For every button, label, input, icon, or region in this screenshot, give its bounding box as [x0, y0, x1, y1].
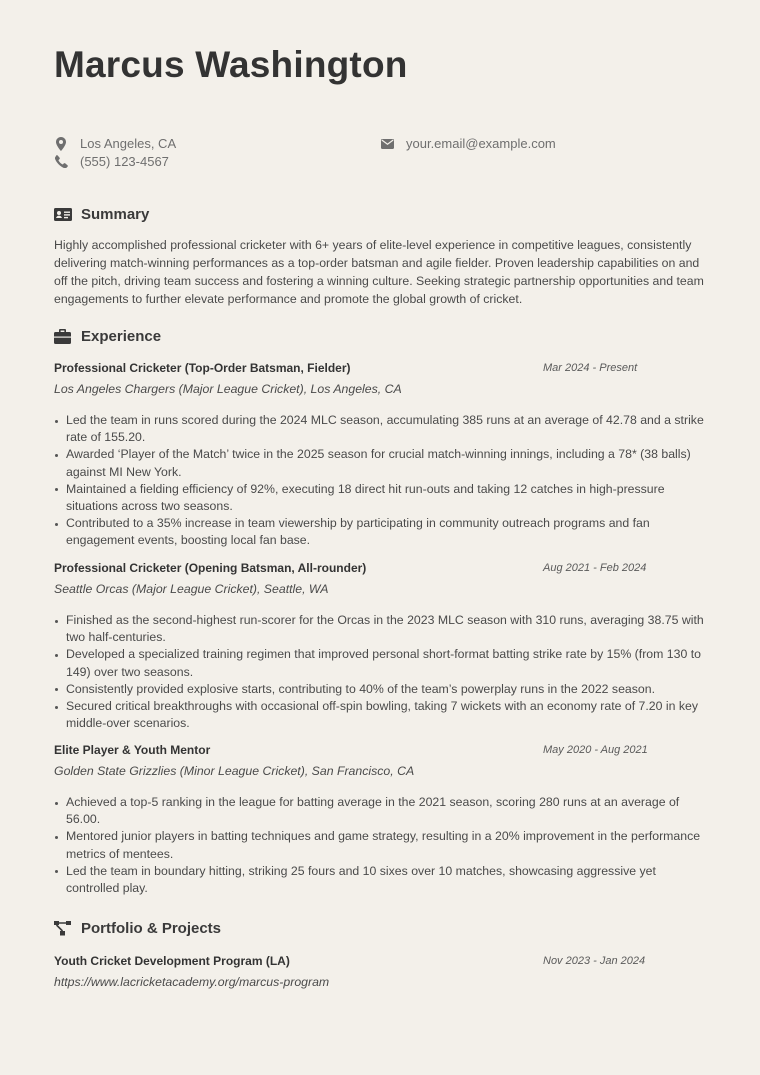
contact-location: [54, 136, 176, 151]
job-bullet: Led the team in runs scored during the 2024 MLC season, accumulating 385 runs at an average of 42.78 and a strike rate of 155.20.: [54, 412, 709, 446]
job-title: Professional Cricketer (Top-Order Batsman, Fielder): [54, 361, 351, 375]
job-bullet: Finished as the second-highest run-scorer for the Orcas in the 2023 MLC season with 310 runs, averaging 38.75 with two half-centuries.: [54, 612, 709, 646]
contact-phone: [54, 154, 169, 169]
job-organization: Los Angeles Chargers (Major League Cricket), Los Angeles, CA: [54, 382, 402, 396]
job-organization: Golden State Grizzlies (Minor League Cricket), San Francisco, CA: [54, 764, 415, 778]
phone-icon: [54, 155, 68, 169]
job-bullet: Mentored junior players in batting techniques and game strategy, resulting in a 20% improvement in the performance metrics of mentees.: [54, 828, 709, 862]
job-organization: Seattle Orcas (Major League Cricket), Seattle, WA: [54, 582, 329, 596]
candidate-name: Marcus Washington: [54, 44, 408, 85]
diagram-icon: [54, 921, 72, 937]
location-text: Los Angeles, CA: [80, 136, 177, 151]
job-date: May 2020 - Aug 2021: [543, 744, 648, 756]
email-link[interactable]: your.email@example.com: [406, 136, 556, 151]
project-url-link[interactable]: https://www.lacricketacademy.org/marcus-program: [54, 975, 330, 989]
project-date: Nov 2023 - Jan 2024: [543, 955, 646, 967]
job-bullet: Developed a specialized training regimen that improved personal short-format batting strike rate by 15% (from 130 to 149) over two seasons.: [54, 646, 709, 680]
portfolio-heading: [54, 920, 221, 937]
job-bullet: Achieved a top-5 ranking in the league for batting average in the 2021 season, scoring 280 runs at an average of 56.00.: [54, 794, 709, 828]
summary-heading: [54, 206, 149, 223]
map-pin-icon: [54, 137, 68, 151]
briefcase-icon: [54, 329, 72, 345]
job-title: Professional Cricketer (Opening Batsman, All-rounder): [54, 561, 367, 575]
job-title: Elite Player & Youth Mentor: [54, 743, 211, 757]
portfolio-heading-text: Portfolio & Projects: [81, 920, 222, 937]
summary-text: Highly accomplished professional cricketer with 6+ years of elite-level experience in competitive leagues, consistently delivering match-winning performances as a top-order batsman and agile fielder. Proven leadership capabilities on and off the pitch, driving team success and fostering a winning culture. Seeking strategic partnership opportunities and team engagements to further elevate performance and promote the global growth of cricket.: [54, 238, 704, 306]
envelope-icon: [380, 137, 394, 151]
job-bullets: [54, 412, 709, 550]
experience-heading-text: Experience: [81, 328, 162, 345]
job-date: Aug 2021 - Feb 2024: [543, 562, 647, 574]
id-card-icon: [54, 207, 72, 223]
job-bullets: [54, 612, 709, 732]
job-date: Mar 2024 - Present: [543, 362, 638, 374]
project-title: Youth Cricket Development Program (LA): [54, 954, 290, 968]
phone-text: (555) 123-4567: [80, 154, 169, 169]
contact-email: [380, 136, 556, 151]
summary-heading-text: Summary: [81, 206, 150, 223]
job-bullet: Maintained a fielding efficiency of 92%, executing 18 direct hit run-outs and taking 12 catches in high-pressure situations across two seasons.: [54, 481, 709, 515]
job-bullet: Contributed to a 35% increase in team viewership by participating in community outreach programs and fan engagement events, boosting local fan base.: [54, 515, 709, 549]
job-bullet: Led the team in boundary hitting, striking 25 fours and 10 sixes over 10 matches, showcasing aggressive yet controlled play.: [54, 863, 709, 897]
job-bullet: Consistently provided explosive starts, contributing to 40% of the team’s powerplay runs in the 2022 season.: [54, 681, 709, 698]
job-bullet: Awarded ‘Player of the Match’ twice in the 2025 season for crucial match-winning innings, including a 78* (38 balls) against MI New York.: [54, 446, 709, 480]
job-bullets: [54, 794, 709, 897]
experience-heading: [54, 328, 161, 345]
job-bullet: Secured critical breakthroughs with occasional off-spin bowling, taking 7 wickets with an economy rate of 7.20 in key middle-over scenarios.: [54, 698, 709, 732]
